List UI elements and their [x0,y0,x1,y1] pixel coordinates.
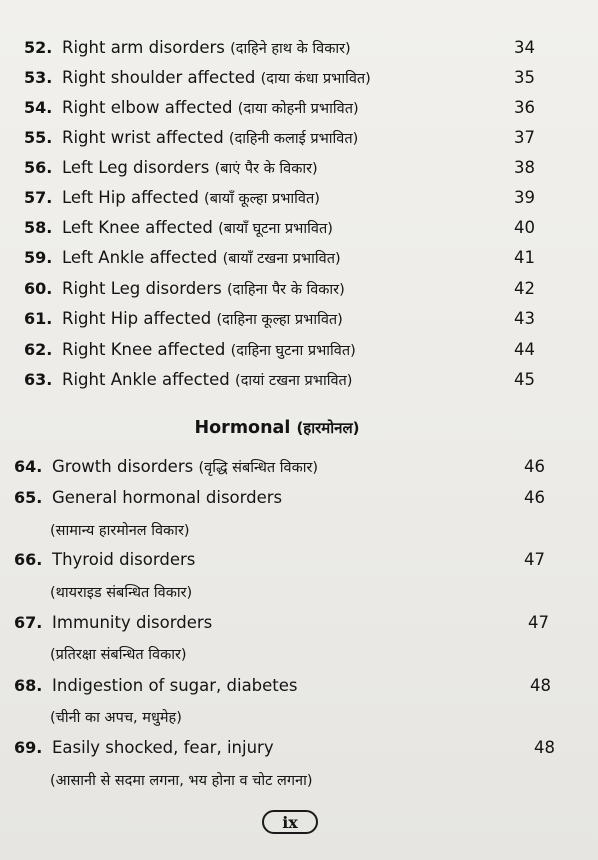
entry-number: 60. [24,279,53,298]
entry-title-en: Right elbow affected [62,98,233,117]
entry-title-en: Right shoulder affected [62,68,256,87]
entry-title-hi: (बायाँ कूल्हा प्रभावित) [204,191,320,207]
entry-number: 53. [24,68,53,87]
entry-title-en: Indigestion of sugar, diabetes [52,676,298,695]
entry-title [62,279,345,299]
entry-title [52,457,318,477]
entry-number: 68. [14,676,43,695]
entry-number: 63. [24,370,53,389]
entry-title [62,309,343,329]
entry-title-hi: (बाएं पैर के विकार) [214,161,318,177]
entry-title-en: Left Knee affected [62,218,213,237]
entry-title [62,38,351,58]
entry-page: 44 [514,340,535,359]
entry-title [62,370,352,390]
section-heading-hi: (हारमोनल) [296,419,360,437]
entry-title-en: Thyroid disorders [52,550,196,569]
entry-number: 55. [24,128,53,147]
entry-page: 47 [528,613,549,632]
entry-title-hi: (दाहिना घुटना प्रभावित) [230,343,356,359]
entry-number: 52. [24,38,53,57]
entry-title-hi: (दाहिनी कलाई प्रभावित) [228,131,359,147]
entry-page: 48 [530,676,551,695]
entry-page: 42 [514,279,535,298]
entry-number: 69. [14,738,43,757]
entry-title-hi: (दाहिना पैर के विकार) [226,282,345,298]
entry-page: 41 [514,248,535,267]
entry-number: 56. [24,158,53,177]
entry-page: 46 [524,488,545,507]
entry-page: 47 [524,550,545,569]
entry-title-en: Left Ankle affected [62,248,218,267]
entry-title-en: Right wrist affected [62,128,224,147]
entry-title-en: Left Hip affected [62,188,199,207]
entry-title [62,98,359,118]
section-heading [0,418,598,438]
entry-number: 54. [24,98,53,117]
entry-title-en: Right Ankle affected [62,370,230,389]
entry-title [52,550,195,569]
entry-title [52,738,274,757]
entry-number: 67. [14,613,43,632]
entry-number: 58. [24,218,53,237]
entry-subtitle-hi: (थायराइड संबन्धित विकार) [50,585,193,601]
entry-title [62,340,356,360]
entry-number: 66. [14,550,43,569]
entry-subtitle-hi: (सामान्य हारमोनल विकार) [50,523,190,539]
entry-number: 57. [24,188,53,207]
entry-page: 35 [514,68,535,87]
entry-title-en: Right Knee affected [62,340,226,359]
entry-page: 34 [514,38,535,57]
entry-title-en: Right arm disorders [62,38,225,57]
section-heading-en: Hormonal [194,418,291,438]
entry-title-en: Right Hip affected [62,309,212,328]
entry-title [62,68,371,88]
entry-number: 65. [14,488,43,507]
entry-title [52,676,298,695]
entry-number: 62. [24,340,53,359]
entry-title [62,248,341,268]
entry-subtitle-hi: (प्रतिरक्षा संबन्धित विकार) [50,647,187,663]
entry-title-hi: (बायाँ घूटना प्रभावित) [218,221,333,237]
entry-title [62,158,318,178]
entry-number: 64. [14,457,43,476]
entry-page: 46 [524,457,545,476]
page-number-badge [262,810,318,834]
entry-subtitle-hi: (आसानी से सदमा लगना, भय होना व चोट लगना) [50,773,313,789]
entry-number: 61. [24,309,53,328]
entry-title-hi: (दाहिने हाथ के विकार) [230,41,351,57]
entry-title-hi: (दाहिना कूल्हा प्रभावित) [216,312,343,328]
entry-title-en: Growth disorders [52,457,194,476]
entry-number: 59. [24,248,53,267]
entry-title-en: Immunity disorders [52,613,213,632]
entry-title [62,188,320,208]
entry-page: 36 [514,98,535,117]
entry-title-hi: (दाया कोहनी प्रभावित) [237,101,359,117]
entry-title [52,488,282,507]
entry-title-hi: (दायां टखना प्रभावित) [235,373,353,389]
page-number: ix [282,813,298,832]
entry-page: 43 [514,309,535,328]
entry-title-hi: (दाया कंधा प्रभावित) [260,71,371,87]
entry-title-en: General hormonal disorders [52,488,283,507]
entry-page: 45 [514,370,535,389]
entry-page: 37 [514,128,535,147]
entry-page: 38 [514,158,535,177]
entry-title-hi: (वृद्धि संबन्धित विकार) [198,460,319,476]
entry-page: 39 [514,188,535,207]
entry-subtitle-hi: (चीनी का अपच, मधुमेह) [50,710,182,726]
entry-title-en: Right Leg disorders [62,279,222,298]
entry-title [62,218,333,238]
entry-title-en: Left Leg disorders [62,158,210,177]
entry-page: 40 [514,218,535,237]
entry-title-en: Easily shocked, fear, injury [52,738,274,757]
entry-title [52,613,212,632]
entry-page: 48 [534,738,555,757]
entry-title-hi: (बायाँ टखना प्रभावित) [222,251,341,267]
entry-title [62,128,358,148]
